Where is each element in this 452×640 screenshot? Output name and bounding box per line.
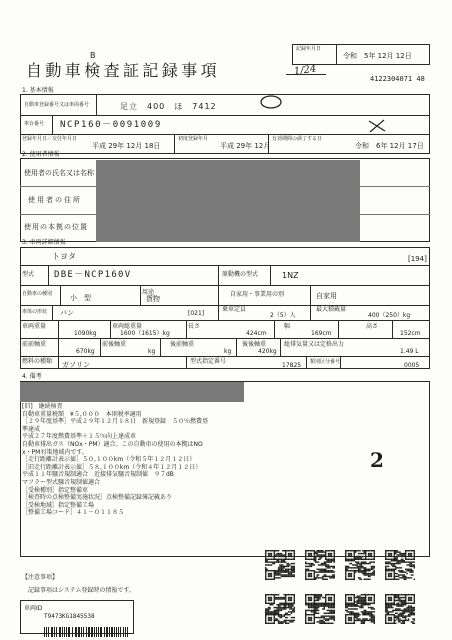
use-value: 貨物 xyxy=(146,295,160,303)
body-shape-code: [021] xyxy=(188,310,205,317)
remark-line: 準達成 xyxy=(22,425,41,433)
remark-line: ［検査時の点検整備実施状況］点検整備記録簿記載あり xyxy=(22,494,173,502)
remark-line: ［走行距離計表示値］５０,１００km（令和５年１２月１２日） xyxy=(22,456,196,464)
remark-line: 平成１１年騒音規制適合 近接排気騒音規制値 ９７dB xyxy=(22,471,174,479)
type-approval-value: 17825 xyxy=(282,362,302,369)
engine-label: 原動機の型式 xyxy=(222,271,259,278)
remark-line: ［整備工場コード］４１－０１１８５ xyxy=(22,509,125,517)
front-rear-axle-label: 前後軸重 xyxy=(102,341,127,348)
gross-weight-value: 1600（1615）kg xyxy=(120,330,170,337)
front-rear-axle-value: kg xyxy=(148,348,156,355)
redacted-remarks xyxy=(20,382,244,402)
height-label: 高さ xyxy=(366,323,379,330)
handwritten-underline xyxy=(286,74,326,75)
notice-text: 記録事項はシステム登録時の情報です。 xyxy=(28,587,135,594)
length-label: 長さ xyxy=(188,323,201,330)
handwritten-date: 1/24 xyxy=(293,63,318,78)
chassis-value: NCP160－0091009 xyxy=(60,120,162,130)
type-approval-label: 型式指定番号 xyxy=(190,358,227,365)
qr-code-icon xyxy=(385,594,415,624)
section2-title: 2. 使用者情報 xyxy=(22,151,60,158)
fuel-value: ガソリン xyxy=(62,361,90,369)
remark-line: x・PM対策地域内です。 xyxy=(22,448,88,456)
business-label: 自家用・事業用の別 xyxy=(230,291,285,298)
remark-line: ［受検種別］指定整備車 xyxy=(22,486,89,494)
front-front-axle-value: 670kg xyxy=(76,348,95,355)
rear-rear-axle-label: 後後軸重 xyxy=(242,341,267,348)
remark-line: マフラー型式騒音規制値適合 xyxy=(22,479,101,486)
section1-title: 1. 基本情報 xyxy=(22,87,54,94)
capacity-label: 乗車定員 xyxy=(222,306,247,313)
remark-line: 自動車重量税額 ¥５,０００ 本則税率適用 xyxy=(22,410,142,418)
section3-title: 3. 車両詳細情報 xyxy=(22,239,66,246)
section4-title: 4. 備考 xyxy=(22,373,42,380)
vehicle-id-label: 車両ID xyxy=(24,605,43,612)
notice-title: 【注意事項】 xyxy=(22,574,59,581)
length-value: 424cm xyxy=(246,330,267,337)
width-label: 幅 xyxy=(284,323,291,330)
reg-number-label: 自動車登録番号又は車両番号 xyxy=(24,102,90,108)
handwritten-x-mark xyxy=(366,118,388,134)
qr-code-icon xyxy=(305,594,335,624)
maker-name: トヨタ xyxy=(52,252,76,261)
qr-code-icon xyxy=(345,594,375,624)
first-reg-value: 平成 29年 12月 18日 xyxy=(92,142,161,150)
expiry-label: 有効期間の満了する日 xyxy=(272,136,323,142)
height-value: 152cm xyxy=(400,330,421,337)
barcode-icon xyxy=(44,622,130,632)
vehicle-weight-value: 1090kg xyxy=(74,330,97,337)
class-value: 0005 xyxy=(404,362,420,369)
model-value: DBE－NCP160V xyxy=(54,270,132,280)
issue-date-label: 記録年月日 xyxy=(296,46,322,52)
handwritten-number: 2 xyxy=(370,448,384,472)
width-value: 169cm xyxy=(311,330,332,337)
user-name-label: 使用者の氏名又は名称 xyxy=(24,169,94,177)
business-value: 自家用 xyxy=(316,292,337,300)
maker-code: [194] xyxy=(408,255,427,263)
rear-rear-axle-value: 420kg xyxy=(258,348,277,355)
vehicle-kind-label: 自動車の種別 xyxy=(22,291,53,297)
form-mark: B xyxy=(90,51,96,60)
max-load-label: 最大積載量 xyxy=(316,306,347,313)
vehicle-weight-label: 車両重量 xyxy=(22,323,47,330)
handwritten-circle-mark xyxy=(258,92,284,112)
model-label: 型式 xyxy=(22,271,35,278)
qr-code-icon xyxy=(385,550,415,580)
engine-value: 1NZ xyxy=(282,271,299,280)
remark-line: ［２９年度基準］平成２９年１２月１８日 新規登録 ５０％燃費基 xyxy=(22,418,209,426)
remark-line: ［旧走行距離計表示値］５８,１００km（令和４年１２月１２日） xyxy=(22,463,202,471)
reg-number-value: 足立 400 ほ 7412 xyxy=(120,102,217,111)
chassis-label: 車台番号 xyxy=(24,121,45,127)
rear-front-axle-value: kg xyxy=(224,348,232,355)
expiry-value: 令和 6年 12月 17日 xyxy=(355,142,424,150)
vehicle-kind-value: 小 型 xyxy=(70,294,91,302)
qr-code-icon xyxy=(265,594,295,624)
front-front-axle-label: 前前軸重 xyxy=(22,341,47,348)
displacement-value: 1.49 L xyxy=(400,348,419,355)
usage-base-label: 使用の本拠の位置 xyxy=(24,223,88,231)
first-year-value: 平成 29年 12月 xyxy=(220,142,271,150)
remark-line: 自動車排出ガス（NOx・PM）適合。この自動車の使用の本拠はNO xyxy=(22,441,203,448)
class-label: 類別区分番号 xyxy=(310,359,341,365)
qr-code-icon xyxy=(305,550,335,580)
remark-line: [旧] 継続検査 xyxy=(22,403,63,410)
vehicle-id-value: T9473KG1845538 xyxy=(44,613,95,620)
qr-code-icon xyxy=(345,550,375,580)
gross-weight-label: 車両総重量 xyxy=(112,323,143,330)
document-title: 自動車検査証記録事項 xyxy=(26,61,221,80)
first-year-label: 初度登録年月 xyxy=(178,136,209,142)
capacity-value: 2（5）人 xyxy=(270,312,296,319)
rear-front-axle-label: 後前軸重 xyxy=(170,341,195,348)
redacted-user-info xyxy=(96,160,360,242)
displacement-label: 総排気量又は定格出力 xyxy=(284,341,345,348)
use-label: 用途 xyxy=(142,289,155,296)
fuel-label: 燃料の種類 xyxy=(22,358,53,365)
max-load-value: 400（250）kg xyxy=(368,312,411,319)
remark-line: ［受検地域］指定整備工場 xyxy=(22,501,95,509)
document-number: 4122304071 48 xyxy=(370,75,425,83)
user-address-label: 使用者の住所 xyxy=(28,196,82,204)
qr-code-icon xyxy=(265,550,295,580)
issue-date-value: 令和 5年 12月 12日 xyxy=(343,52,412,60)
remark-line: 平成２７年度燃費基準＋１５％向上達成車 xyxy=(22,433,137,441)
body-shape-label: 車体の形状 xyxy=(22,309,48,315)
body-shape-value: バン xyxy=(60,309,74,317)
first-reg-label: 登録年月日／交付年月日 xyxy=(22,136,78,142)
